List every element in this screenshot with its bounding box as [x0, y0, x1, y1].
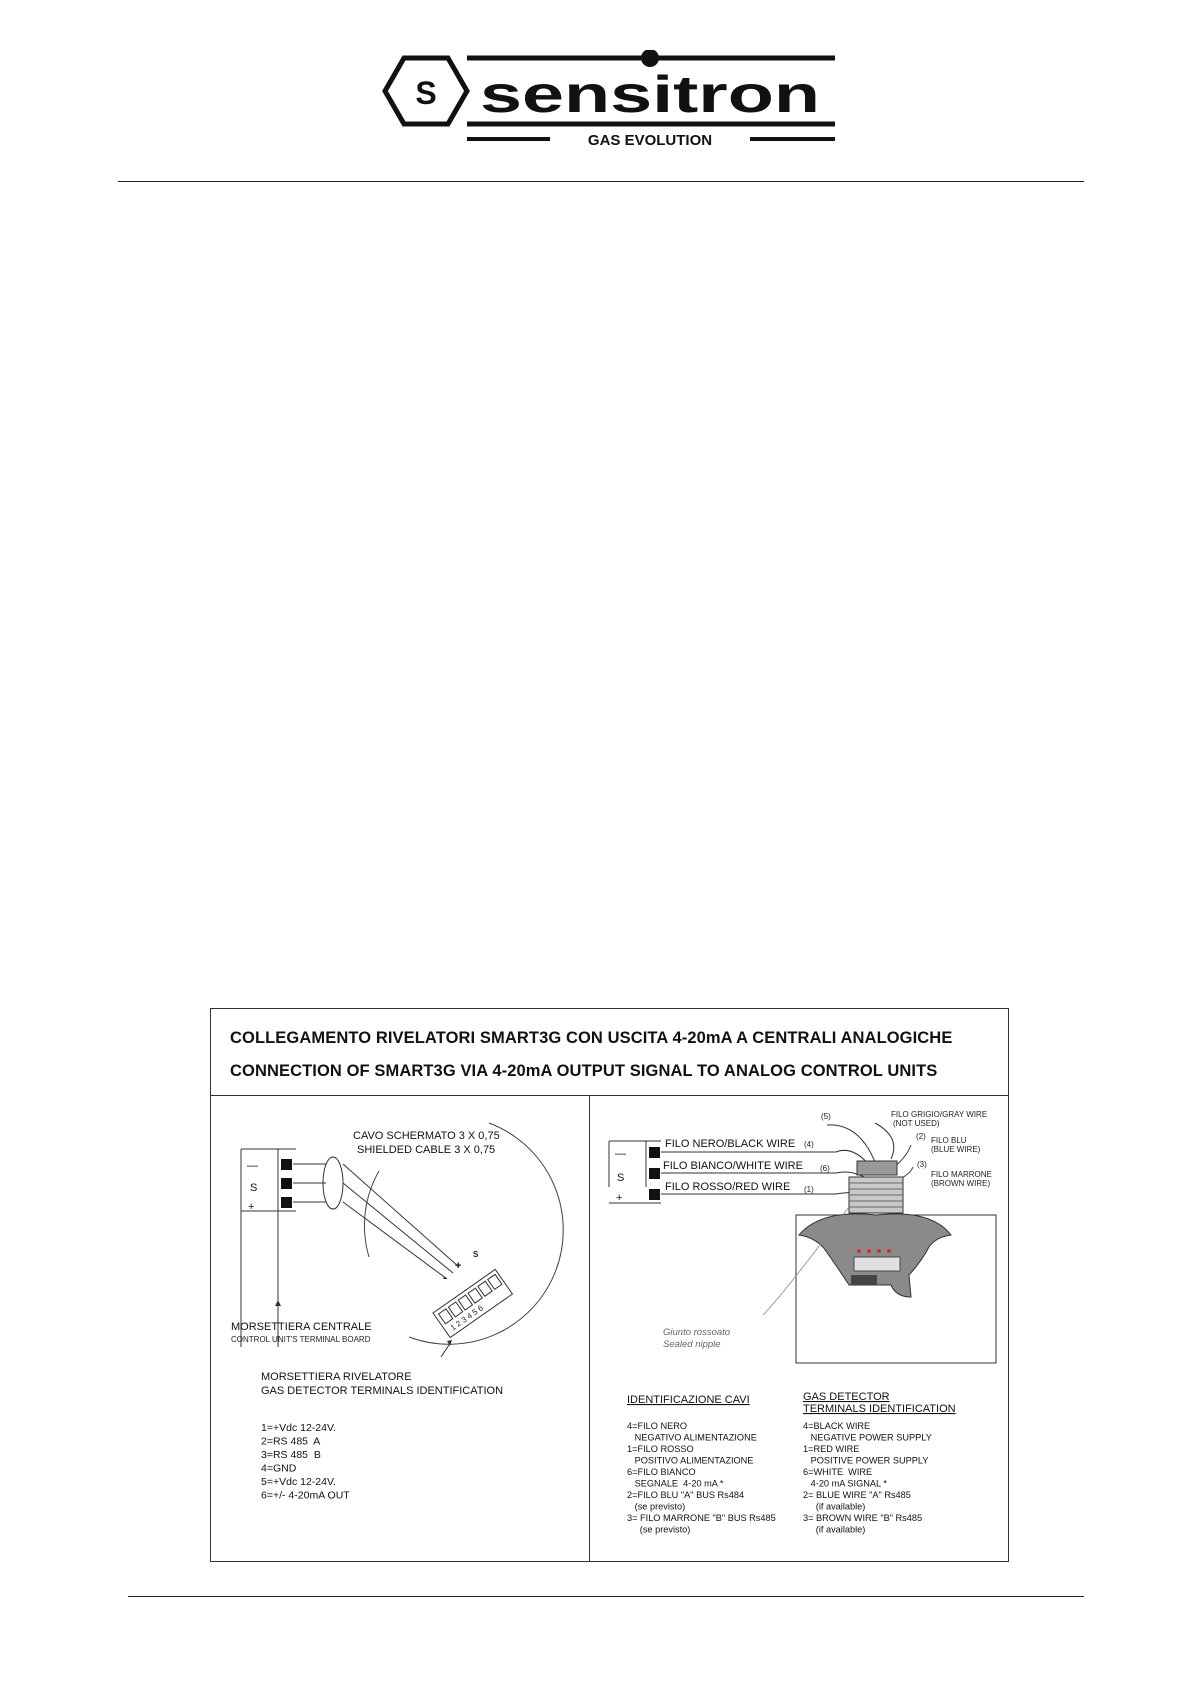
id-en-line-7: 2= BLUE WIRE "A" Rs485 — [803, 1490, 911, 1500]
id-en-line-5: 6=WHITE WIRE — [803, 1467, 873, 1477]
pin-line-4: 4=GND — [261, 1462, 297, 1475]
id-en-line-4: POSITIVE POWER SUPPLY — [803, 1455, 929, 1466]
id-en-title-2: TERMINALS IDENTIFICATION — [803, 1403, 956, 1415]
id-it-line-8: (se previsto) — [627, 1501, 686, 1512]
footer-divider — [128, 1596, 1084, 1597]
pin-line-3: 3=RS 485 B — [261, 1449, 321, 1461]
id-it-line-7: 2=FILO BLU "A" BUS Rs484 — [627, 1490, 745, 1500]
id-it-line-6: SEGNALE 4-20 mA * — [627, 1478, 724, 1489]
id-it-line-4: POSITIVO ALIMENTAZIONE — [627, 1455, 754, 1466]
blue-wire-note: (BLUE WIRE) — [931, 1145, 981, 1154]
detector-board-label-en: GAS DETECTOR TERMINALS IDENTIFICATION — [261, 1385, 504, 1397]
cable-label-en: SHIELDED CABLE 3 X 0,75 — [357, 1144, 496, 1156]
wire-black-num: (4) — [804, 1140, 814, 1149]
terminal-1 — [281, 1159, 292, 1170]
pin-line-6: 6=+/- 4-20mA OUT — [261, 1489, 350, 1502]
wire-gray-num: (5) — [821, 1112, 831, 1121]
board-s: S — [473, 1250, 479, 1259]
id-en-line-8: (if available) — [803, 1501, 866, 1512]
id-it-list — [627, 1421, 776, 1535]
id-it-line-5: 6=FILO BIANCO — [627, 1467, 696, 1477]
id-en-line-3: 1=RED WIRE — [803, 1444, 860, 1454]
central-board-label-it: MORSETTIERA CENTRALE — [231, 1321, 372, 1333]
id-en-title-1: GAS DETECTOR — [803, 1391, 890, 1403]
right-wiring-diagram — [591, 1097, 1008, 1561]
id-it-line-1: 4=FILO NERO — [627, 1421, 687, 1431]
logo-letter: S — [415, 75, 437, 111]
id-en-line-10: (if available) — [803, 1524, 866, 1535]
nipple-label-en: Sealed nipple — [663, 1339, 721, 1350]
sealed-nipple — [857, 1161, 897, 1175]
blue-wire-num: (2) — [916, 1132, 926, 1141]
id-en-line-2: NEGATIVE POWER SUPPLY — [803, 1432, 932, 1443]
logo-tagline: GAS EVOLUTION — [587, 132, 713, 149]
wire-black-label: FILO NERO/BLACK WIRE — [665, 1138, 796, 1150]
brown-wire-num: (3) — [917, 1160, 927, 1169]
terminal-s-label: S — [250, 1182, 258, 1194]
id-it-line-2: NEGATIVO ALIMENTAZIONE — [627, 1432, 757, 1443]
blue-wire-label: FILO BLU — [931, 1136, 967, 1145]
wiring-diagram — [210, 1008, 1009, 1562]
right-terminal-s: S — [617, 1172, 625, 1184]
id-en-line-9: 3= BROWN WIRE "B" Rs485 — [803, 1513, 923, 1523]
pin-list — [261, 1422, 350, 1502]
diagram-title-it: COLLEGAMENTO RIVELATORI SMART3G CON USCITA 4-20mA A CENTRALI ANALOGICHE — [230, 1029, 953, 1047]
pin-line-1: 1=+Vdc 12-24V. — [261, 1422, 336, 1434]
board-numbers: 1 2 3 4 5 6 — [448, 1303, 485, 1333]
right-terminal-minus: — — [615, 1148, 626, 1160]
sensitron-logo — [380, 50, 840, 150]
central-board-label-en: CONTROL UNIT'S TERMINAL BOARD — [231, 1335, 371, 1344]
id-it-line-10: (se previsto) — [627, 1524, 691, 1535]
brown-wire-note: (BROWN WIRE) — [931, 1179, 991, 1188]
logo-name: sensitron — [480, 66, 820, 124]
id-en-line-6: 4-20 mA SIGNAL * — [803, 1478, 887, 1489]
id-it-line-9: 3= FILO MARRONE "B" BUS Rs485 — [627, 1513, 776, 1523]
id-en-list — [803, 1421, 932, 1535]
terminal-minus-label: — — [247, 1160, 258, 1172]
nipple-label-it: Giunto rossoato — [663, 1327, 731, 1338]
left-wiring-diagram — [211, 1097, 589, 1561]
gray-wire-label: FILO GRIGIO/GRAY WIRE — [891, 1110, 988, 1119]
terminal-3 — [281, 1197, 292, 1208]
title-divider — [211, 1095, 1008, 1096]
right-terminal-plus: + — [616, 1192, 623, 1204]
id-it-title: IDENTIFICAZIONE CAVI — [627, 1394, 750, 1406]
gray-wire-note: (NOT USED) — [893, 1119, 940, 1128]
board-plus: + — [455, 1260, 462, 1272]
white-wire-num: (6) — [820, 1164, 830, 1173]
id-en-line-1: 4=BLACK WIRE — [803, 1421, 871, 1431]
board-minus: - — [443, 1272, 447, 1284]
wire-red-label: FILO ROSSO/RED WIRE — [665, 1181, 791, 1193]
pin-line-2: 2=RS 485 A — [261, 1435, 321, 1448]
terminal-2 — [281, 1178, 292, 1189]
pin-line-5: 5=+Vdc 12-24V. — [261, 1476, 336, 1488]
id-it-line-3: 1=FILO ROSSO — [627, 1444, 694, 1454]
column-divider — [589, 1095, 590, 1561]
diagram-title-en: CONNECTION OF SMART3G VIA 4-20mA OUTPUT SIGNAL TO ANALOG CONTROL UNITS — [230, 1062, 938, 1080]
brown-wire-label: FILO MARRONE — [931, 1170, 992, 1179]
terminal-plus-label: + — [248, 1201, 255, 1213]
header-divider — [118, 181, 1084, 182]
cable-label-it: CAVO SCHERMATO 3 X 0,75 — [353, 1130, 500, 1142]
detector-board-label-it: MORSETTIERA RIVELATORE — [261, 1371, 412, 1383]
wire-white-label: FILO BIANCO/WHITE WIRE — [663, 1160, 803, 1172]
wire-red-num: (1) — [804, 1185, 814, 1194]
